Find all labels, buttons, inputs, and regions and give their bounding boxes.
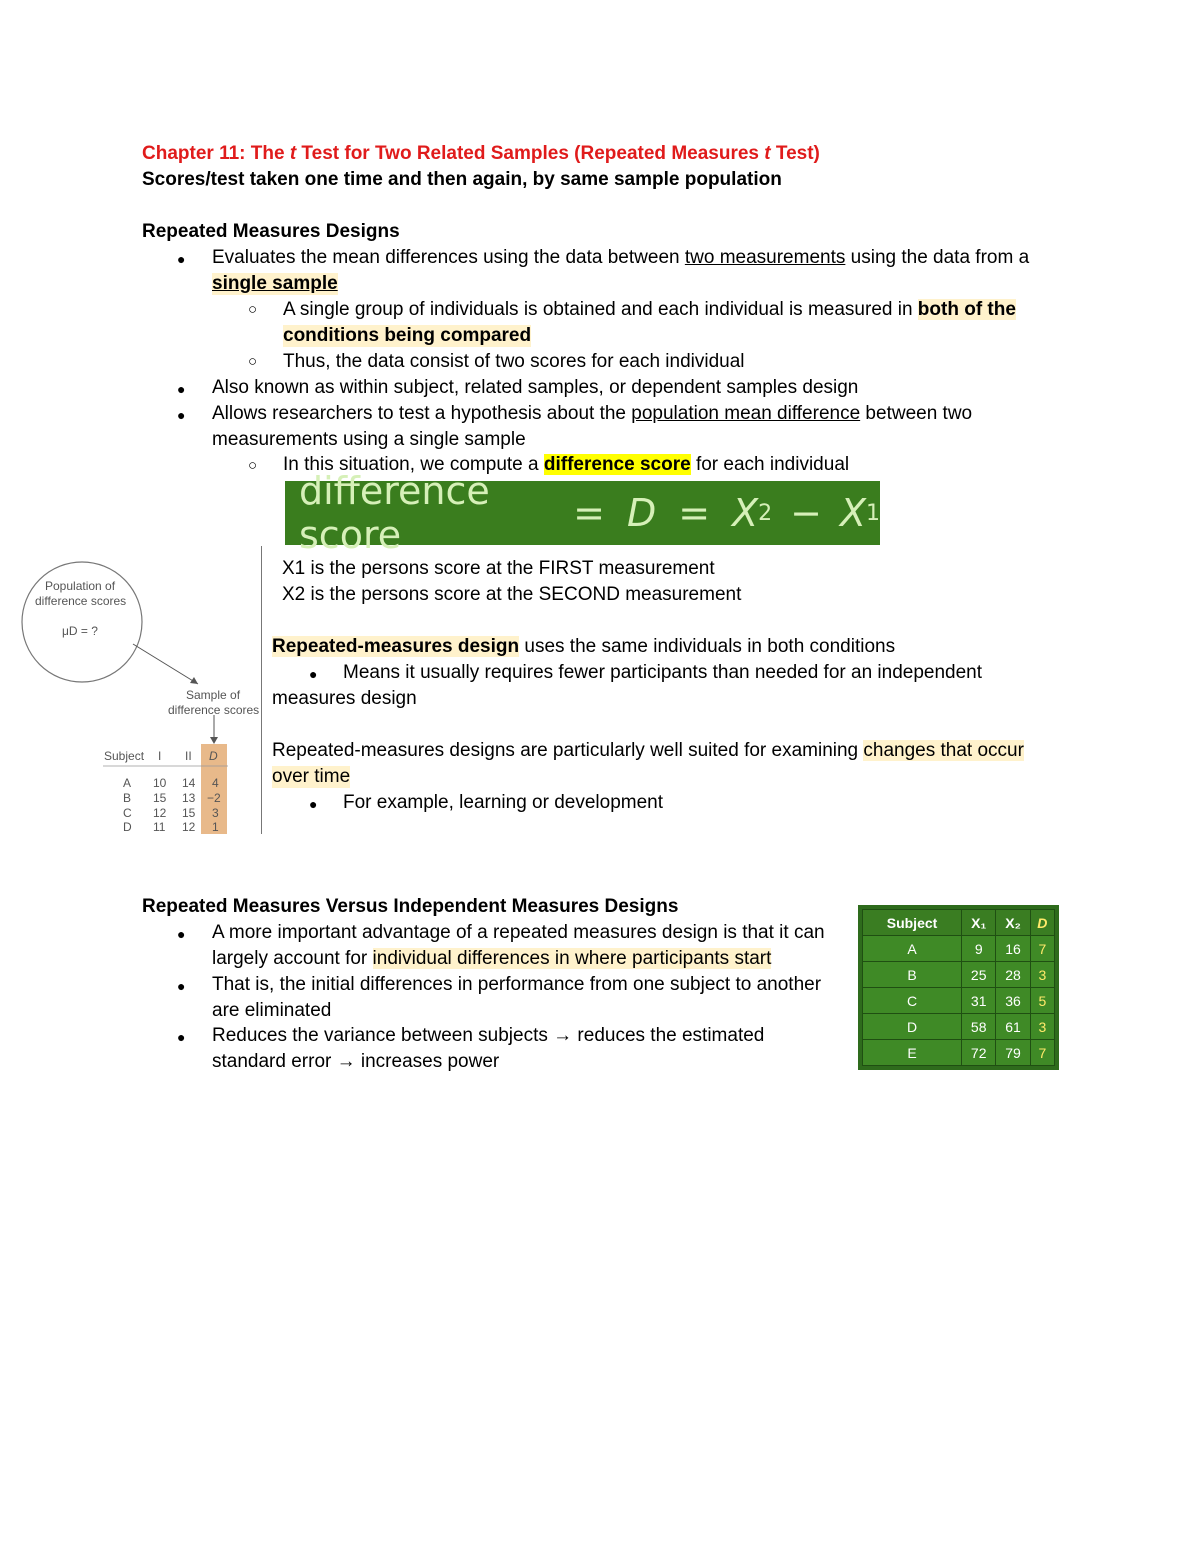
table-row (863, 988, 1055, 1014)
table-header-cell: Subject (863, 910, 962, 936)
table-row (863, 1014, 1055, 1040)
table-cell: 7 (1030, 1040, 1054, 1066)
fig-cell: 12 (182, 820, 196, 834)
table-cell: 79 (996, 1040, 1030, 1066)
section-heading-versus: Repeated Measures Versus Independent Measures Designs (142, 896, 679, 917)
table-cell: 7 (1030, 936, 1054, 962)
page-title: Chapter 11: The t Test for Two Related Samples (Repeated Measures t Test) (142, 143, 820, 164)
bullet-text-cont: standard error → increases power (212, 1051, 500, 1072)
table-cell: 5 (1030, 988, 1054, 1014)
vertical-divider (261, 546, 262, 834)
table-cell: B (863, 962, 962, 988)
table-cell: 3 (1030, 962, 1054, 988)
table-cell: E (863, 1040, 962, 1066)
fig-header-i: I (158, 749, 162, 763)
fig-cell: 15 (153, 791, 167, 805)
section-heading-repeated-measures: Repeated Measures Designs (142, 221, 400, 242)
sub-bullet-text: A single group of individuals is obtained and each individual is measured in both of the (283, 299, 1016, 320)
sub-bullet-text: Thus, the data consist of two scores for each individual (283, 351, 745, 372)
bullet-text-cont: are eliminated (212, 1000, 332, 1021)
fig-cell: 13 (182, 791, 196, 805)
table-header-cell: X₂ (996, 910, 1030, 936)
table-cell: 72 (962, 1040, 996, 1066)
fig-cell: 10 (153, 776, 167, 790)
x1-note: X1 is the persons score at the FIRST measurement (282, 558, 715, 579)
sample-label: Sample of (186, 688, 241, 702)
table-cell: 31 (962, 988, 996, 1014)
fig-cell: C (123, 806, 132, 820)
page-subtitle: Scores/test taken one time and then again, by same sample population (142, 169, 782, 190)
arrow-line (133, 644, 198, 684)
table-cell: 9 (962, 936, 996, 962)
fig-cell: 14 (182, 776, 196, 790)
arrow-down-head (210, 737, 218, 744)
fig-cell: 4 (212, 776, 219, 790)
fig-cell: 12 (153, 806, 167, 820)
table-cell: C (863, 988, 962, 1014)
table-cell: 58 (962, 1014, 996, 1040)
sample-label-2: difference scores (168, 703, 260, 717)
table-header-row (863, 910, 1055, 936)
fig-cell: −2 (207, 791, 221, 805)
table-cell: A (863, 936, 962, 962)
bullet-text: That is, the initial differences in performance from one subject to another (212, 974, 822, 995)
circle-bullet-icon: ○ (248, 457, 258, 474)
x2-note: X2 is the persons score at the SECOND measurement (282, 584, 742, 605)
bullet-text: For example, learning or development (343, 792, 664, 813)
bullet-icon: ● (309, 796, 318, 812)
fig-cell: 11 (153, 820, 166, 834)
table-cell: 25 (962, 962, 996, 988)
fig-cell: A (123, 776, 132, 790)
bullet-icon: ● (177, 978, 186, 994)
bullet-text: Evaluates the mean differences using the data between two measurements using the data from a (212, 247, 1030, 268)
table-row (863, 936, 1055, 962)
rm-design-text: Repeated-measures design uses the same individuals in both conditions (272, 636, 896, 657)
fig-header-subject: Subject (104, 749, 145, 763)
table-cell: 28 (996, 962, 1030, 988)
bullet-icon: ● (177, 1029, 186, 1045)
table-cell: 61 (996, 1014, 1030, 1040)
bullet-icon: ● (309, 666, 318, 682)
over-time-text: Repeated-measures designs are particularly well suited for examining changes that occur (272, 740, 1024, 761)
population-label: Population of (45, 579, 116, 593)
fig-cell: 3 (212, 806, 219, 820)
bullet-text: A more important advantage of a repeated measures design is that it can (212, 922, 825, 943)
fig-cell: D (123, 820, 132, 834)
single-sample-text: single sample (212, 273, 338, 294)
bullet-icon: ● (177, 381, 186, 397)
bullet-text: Allows researchers to test a hypothesis about the population mean difference between two (212, 403, 973, 424)
fig-cell: 15 (182, 806, 196, 820)
bullet-icon: ● (177, 251, 186, 267)
fig-header-ii: II (185, 749, 192, 763)
bullet-icon: ● (177, 926, 186, 942)
population-label-2: difference scores (35, 594, 127, 608)
sub-bullet-text: In this situation, we compute a difference score for each individual (283, 454, 850, 475)
mu-label: μD = ? (62, 624, 98, 638)
bullet-text-cont: measures design (272, 688, 417, 709)
table-row (863, 1040, 1055, 1066)
bullet-icon: ● (177, 407, 186, 423)
table-header-cell: D (1030, 910, 1054, 936)
fig-cell: B (123, 791, 132, 805)
table-cell: 36 (996, 988, 1030, 1014)
table-cell: D (863, 1014, 962, 1040)
difference-score-formula: difference score = D = X 2 − X 1 (285, 481, 880, 545)
fig-cell: 1 (212, 820, 219, 834)
bullet-text: Also known as within subject, related samples, or dependent samples design (212, 377, 859, 398)
circle-bullet-icon: ○ (248, 353, 258, 370)
bullet-text: Reduces the variance between subjects → reduces the estimated (212, 1025, 765, 1046)
table-header-cell: X₁ (962, 910, 996, 936)
circle-bullet-icon: ○ (248, 301, 258, 318)
bullet-text-cont: largely account for individual differences in where participants start (212, 948, 772, 969)
table-cell: 16 (996, 936, 1030, 962)
table-cell: 3 (1030, 1014, 1054, 1040)
bullet-text-cont: measurements using a single sample (212, 429, 526, 450)
table-row (863, 962, 1055, 988)
arrow-head (190, 677, 198, 684)
over-time-text-cont: over time (272, 766, 351, 787)
sub-bullet-text-cont: conditions being compared (283, 325, 532, 346)
bullet-text: Means it usually requires fewer participants than needed for an independent (343, 662, 983, 683)
scores-table (858, 905, 1059, 1070)
fig-header-d: D (209, 749, 218, 763)
